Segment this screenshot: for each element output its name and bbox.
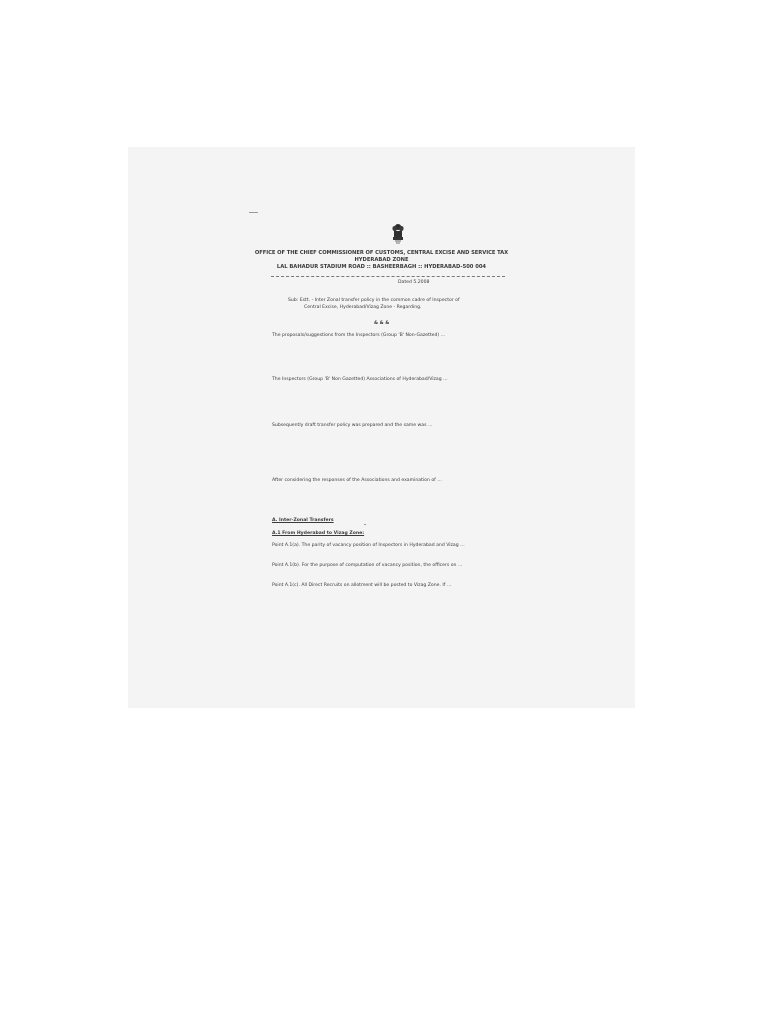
state-emblem-icon [390, 223, 406, 247]
office-address: LAL BAHADUR STADIUM ROAD :: BASHEERBAGH :: HYDERABAD-500 004 [276, 264, 487, 270]
zone-heading: HYDERABAD ZONE [354, 257, 409, 263]
margin-mark [364, 524, 366, 525]
paragraph-4: After considering the responses of the Associations and examination of … [272, 478, 442, 483]
section-a-heading: A. Inter-Zonal Transfers [272, 518, 334, 523]
margin-mark [249, 212, 258, 213]
paragraph-1: The proposals/suggestions from the Inspectors (Group 'B' Non-Gazetted) … [272, 333, 446, 338]
scanned-document-page [128, 147, 635, 708]
subject-line-1: Sub: Estt. - Inter Zonal transfer policy in the common cadre of Inspector of [288, 298, 460, 303]
point-a1c: Point A.1(c). All Direct Recruits on allotment will be posted to Vizag Zone. If … [272, 583, 452, 588]
office-heading: OFFICE OF THE CHIEF COMMISSIONER OF CUSTOMS, CENTRAL EXCISE AND SERVICE TAX [254, 250, 509, 256]
section-a1-heading: A.1 From Hyderabad to Vizag Zone: [272, 531, 365, 536]
subject-line-2: Central Excise, Hyderabad/Vizag Zone - Regarding. [304, 305, 422, 310]
separator-mark: & & & [374, 321, 390, 326]
header-divider [271, 276, 505, 277]
paragraph-3: Subsequently draft transfer policy was prepared and the same was … [272, 423, 433, 428]
point-a1b: Point A.1(b). For the purpose of computation of vacancy position, the officers on … [272, 563, 463, 568]
point-a1a: Point A.1(a). The parity of vacancy position of Inspectors in Hyderabad and Vizag … [272, 543, 465, 548]
paragraph-2: The Inspectors (Group 'B' Non Gazetted) Associations of Hyderabad/Vizag … [272, 377, 448, 382]
document-date: Dated 5.2008 [398, 280, 430, 285]
